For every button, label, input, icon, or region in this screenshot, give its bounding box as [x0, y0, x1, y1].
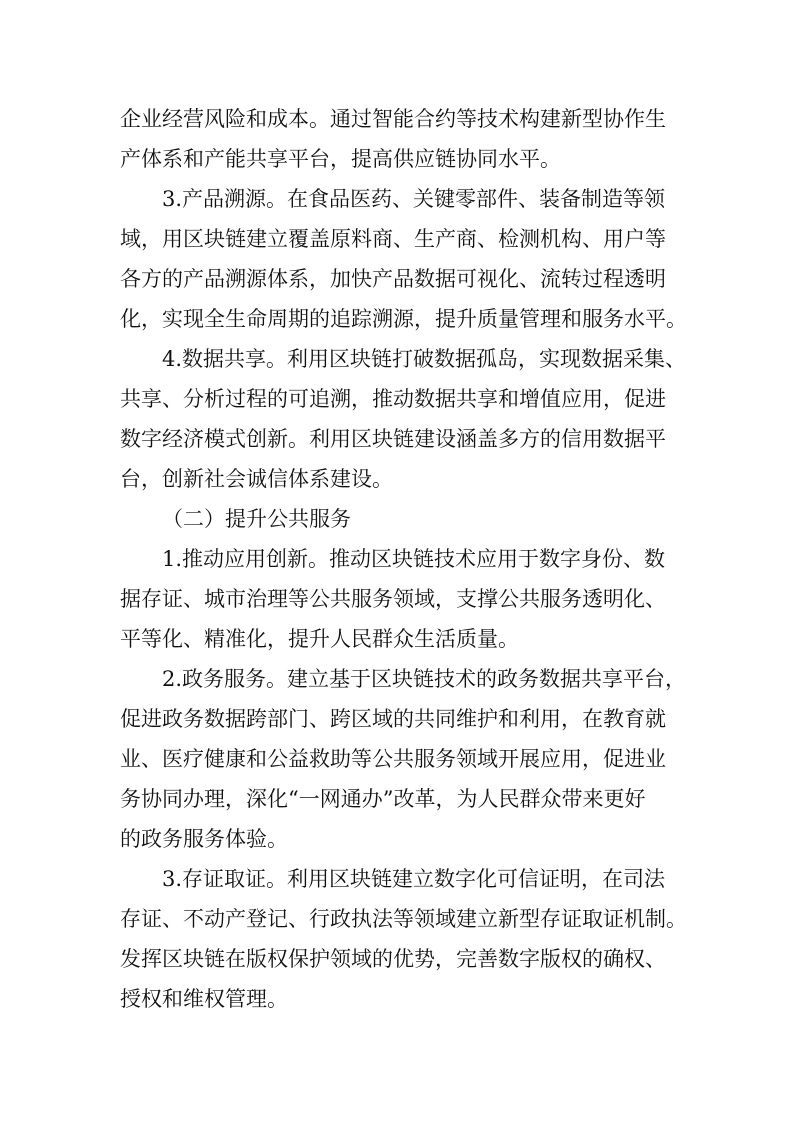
paragraph-line: 台，创新社会诚信体系建设。: [120, 467, 393, 491]
paragraph-line: 域，用区块链建立覆盖原料商、生产商、检测机构、用户等: [120, 227, 666, 251]
paragraph-line: 数字经济模式创新。利用区块链建设涵盖多方的信用数据平: [120, 427, 666, 451]
paragraph-line: 务协同办理，深化“一网通办”改革，为人民群众带来更好: [120, 787, 646, 811]
paragraph-line: 产体系和产能共享平台，提高供应链协同水平。: [120, 147, 561, 171]
paragraph-line: 业、医疗健康和公益救助等公共服务领域开展应用，促进业: [120, 747, 666, 771]
paragraph-line: 存证、不动产登记、行政执法等领域建立新型存证取证机制。: [120, 907, 687, 931]
paragraph-line: 共享、分析过程的可追溯，推动数据共享和增值应用，促进: [120, 387, 666, 411]
paragraph-line: 促进政务数据跨部门、跨区域的共同维护和利用，在教育就: [120, 707, 666, 731]
paragraph-line: 的政务服务体验。: [120, 827, 288, 851]
paragraph-line: 平等化、精准化，提升人民群众生活质量。: [120, 627, 519, 651]
paragraph-line: 2.政务服务。建立基于区块链技术的政务数据共享平台，: [162, 667, 687, 691]
section-heading: （二）提升公共服务: [162, 507, 351, 531]
paragraph-line: 发挥区块链在版权保护领域的优势，完善数字版权的确权、: [120, 947, 666, 971]
paragraph-line: 授权和维权管理。: [120, 987, 288, 1011]
paragraph-line: 1.推动应用创新。推动区块链技术应用于数字身份、数: [162, 547, 666, 571]
paragraph-line: 据存证、城市治理等公共服务领域，支撑公共服务透明化、: [120, 587, 666, 611]
paragraph-line: 企业经营风险和成本。通过智能合约等技术构建新型协作生: [120, 107, 666, 131]
paragraph-line: 各方的产品溯源体系，加快产品数据可视化、流转过程透明: [120, 267, 666, 291]
paragraph-line: 3.存证取证。利用区块链建立数字化可信证明，在司法: [162, 867, 666, 891]
paragraph-line: 3.产品溯源。在食品医药、关键零部件、装备制造等领: [162, 187, 666, 211]
paragraph-line: 4.数据共享。利用区块链打破数据孤岛，实现数据采集、: [162, 347, 687, 371]
paragraph-line: 化，实现全生命周期的追踪溯源，提升质量管理和服务水平。: [120, 307, 687, 331]
